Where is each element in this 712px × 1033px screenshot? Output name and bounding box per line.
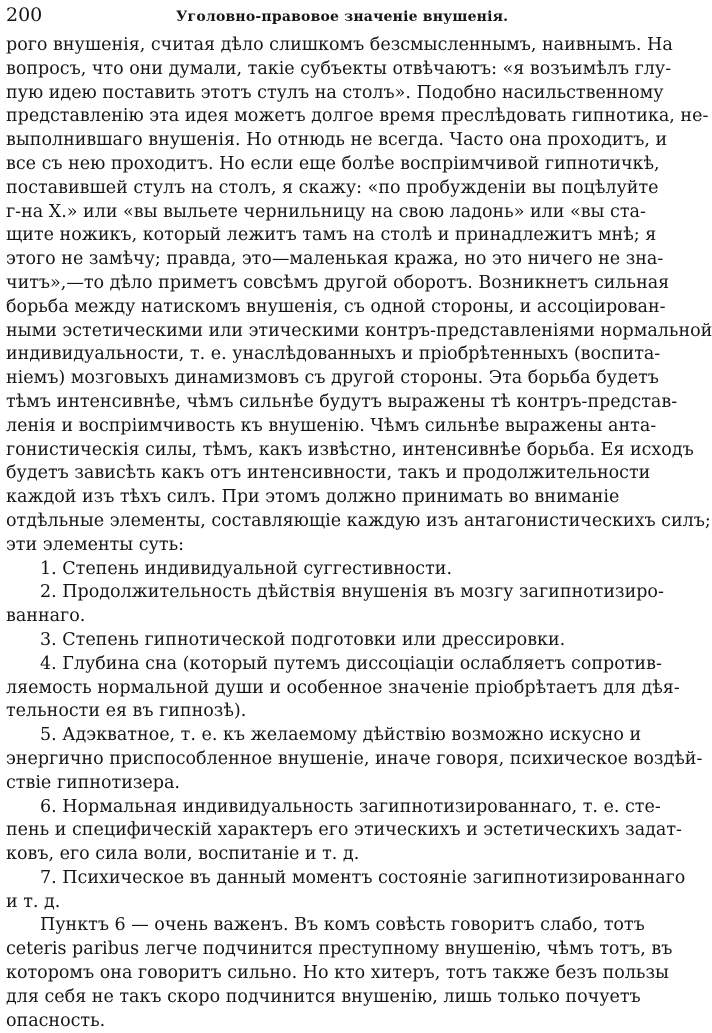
text-line: каждой изъ тѣхъ силъ. При этомъ должно принимать во вниманіе bbox=[6, 487, 620, 508]
text-line: индивидуальности, т. е. унаслѣдованныхъ и пріобрѣтенныхъ (воспита- bbox=[6, 344, 661, 365]
text-line: пень и специфическій характеръ его этическихъ и эстетическихъ задат- bbox=[6, 820, 682, 841]
text-line: эти элементы суть: bbox=[6, 534, 184, 555]
text-line: рого внушенія, считая дѣло слишкомъ безсмысленнымъ, наивнымъ. На bbox=[6, 35, 673, 55]
list-item bbox=[6, 796, 682, 867]
text-line: щите ножикъ, который лежитъ тамъ на столѣ и принадлежитъ мнѣ; я bbox=[6, 225, 657, 246]
text-line: ляемость нормальной души и особенное значеніе пріобрѣтаетъ для дѣя- bbox=[6, 677, 680, 698]
paragraph-point-6 bbox=[6, 914, 673, 1033]
text-line: этого не замѣчу; правда, это—маленькая кража, но это ничего не зна- bbox=[6, 249, 664, 270]
text-line: тельности ея въ гипнозѣ). bbox=[6, 701, 247, 722]
list-item bbox=[6, 653, 680, 724]
list-item bbox=[6, 867, 686, 915]
text-line: 4. Глубина сна (который путемъ диссоціаціи ослабляетъ сопротив- bbox=[40, 653, 662, 674]
body-text bbox=[6, 34, 712, 1033]
text-line: все съ нею проходитъ. Но если еще болѣе воспріимчивой гипнотичкѣ, bbox=[6, 153, 660, 174]
text-line: вопросъ, что они думали, такіе субъекты отвѣчаютъ: «я возъимѣлъ глу- bbox=[6, 58, 672, 79]
running-title: Уголовно-правовое значеніе внушенія. bbox=[176, 9, 509, 25]
text-line: ваннаго. bbox=[6, 606, 86, 627]
text-line: ніемъ) мозговыхъ динамизмовъ съ другой стороны. Эта борьба будетъ bbox=[6, 368, 659, 389]
text-line: энергично приспособленное внушеніе, иначе говоря, психическое воздѣй- bbox=[6, 748, 703, 769]
text-line: тѣмъ интенсивнѣе, чѣмъ сильнѣе будутъ выражены тѣ контръ-представ- bbox=[6, 391, 678, 412]
text-line: г-на Х.» или «вы выльете чернильницу на свою ладонь» или «вы ста- bbox=[6, 201, 646, 222]
text-line: ными эстетическими или этическими контръ-представленіями нормальной bbox=[6, 320, 712, 341]
text-line: 2. Продолжительность дѣйствія внушенія въ мозгу загипнотизиро- bbox=[40, 582, 664, 603]
text-line: выполнившаго внушенія. Но отнюдь не всегда. Часто она проходитъ, и bbox=[6, 130, 668, 151]
text-line: пую идею поставить этотъ стулъ на столъ». Подобно насильственному bbox=[6, 82, 664, 103]
text-line: ковъ, его сила воли, воспитаніе и т. д. bbox=[6, 844, 360, 865]
text-line: для себя не такъ скоро подчинится внушенію, лишь только почуетъ bbox=[6, 986, 641, 1007]
text-line: 5. Адэкватное, т. е. къ желаемому дѣйствію возможно искусно и bbox=[40, 725, 642, 746]
text-line: поставившей стулъ на столъ, я скажу: «по пробужденіи вы поцѣлуйте bbox=[6, 177, 659, 198]
page-number: 200 bbox=[6, 4, 43, 26]
paragraph-intro bbox=[6, 34, 712, 558]
list-item bbox=[6, 629, 614, 653]
text-line: ленія и воспріимчивость къ внушенію. Чѣмъ сильнѣе выражены анта- bbox=[6, 415, 657, 436]
text-line: ceteris paribus легче подчинится преступному внушенію, чѣмъ тотъ, въ bbox=[6, 939, 673, 960]
text-line: 7. Психическое въ данный моментъ состояніе загипнотизированнаго bbox=[40, 867, 686, 888]
text-line: отдѣльные элементы, составляющіе каждую изъ антагонистическихъ силъ; bbox=[6, 510, 711, 531]
text-line: представленію эта идея можетъ долгое время преслѣдовать гипнотика, не- bbox=[6, 106, 709, 127]
list-item bbox=[6, 581, 664, 629]
text-line: 6. Нормальная индивидуальность загипнотизированнаго, т. е. сте- bbox=[40, 796, 661, 817]
text-line: будетъ зависѣть какъ отъ интенсивности, такъ и продолжительности bbox=[6, 463, 651, 484]
text-line: Пунктъ 6 — очень важенъ. Въ комъ совѣсть говоритъ слабо, тотъ bbox=[40, 915, 645, 936]
text-line: 1. Степень индивидуальной суггестивности. bbox=[40, 558, 453, 579]
text-line: и т. д. bbox=[6, 891, 61, 912]
text-line: читъ»,—то дѣло приметъ совсѣмъ другой оборотъ. Возникнетъ сильная bbox=[6, 272, 670, 293]
page-header bbox=[6, 4, 614, 34]
text-line: опасность. bbox=[6, 1010, 106, 1031]
text-line: ствіе гипнотизера. bbox=[6, 772, 180, 793]
list-item bbox=[6, 558, 614, 582]
text-line: 3. Степень гипнотической подготовки или дрессировки. bbox=[40, 629, 566, 650]
text-line: гонистическія силы, тѣмъ, какъ извѣстно, интенсивнѣе борьба. Ея исходъ bbox=[6, 439, 694, 460]
text-line: борьба между натискомъ внушенія, съ одной стороны, и ассоціирован- bbox=[6, 296, 666, 317]
list-item bbox=[6, 724, 703, 795]
text-line: которомъ она говоритъ сильно. Но кто хитеръ, тотъ также безъ пользы bbox=[6, 963, 669, 984]
